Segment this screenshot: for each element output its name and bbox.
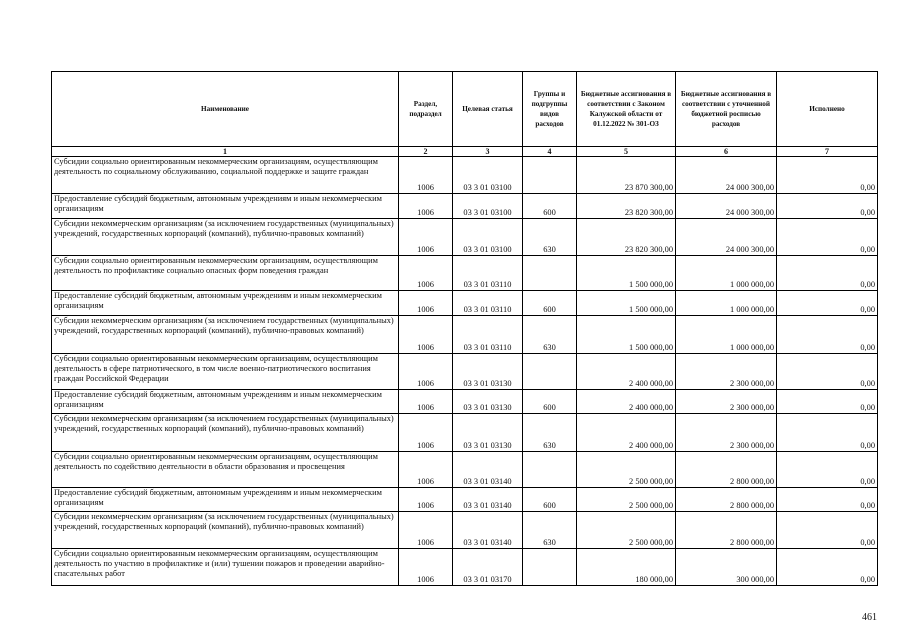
row-group: 600 xyxy=(523,291,577,316)
row-group: 630 xyxy=(523,512,577,549)
row-group: 630 xyxy=(523,219,577,256)
column-number: 6 xyxy=(676,147,777,157)
row-law-amount: 2 500 000,00 xyxy=(577,488,676,512)
row-section: 1006 xyxy=(399,256,453,291)
row-section: 1006 xyxy=(399,512,453,549)
row-refined-amount: 2 300 000,00 xyxy=(676,390,777,414)
table-row xyxy=(52,219,878,256)
row-group: 600 xyxy=(523,194,577,219)
row-refined-amount: 1 000 000,00 xyxy=(676,316,777,354)
row-refined-amount: 2 800 000,00 xyxy=(676,452,777,488)
row-target: 03 3 01 03140 xyxy=(453,512,523,549)
header-groups: Группы и подгруппы видов расходов xyxy=(523,72,577,147)
row-law-amount: 2 400 000,00 xyxy=(577,414,676,452)
column-number: 1 xyxy=(52,147,399,157)
row-law-amount: 180 000,00 xyxy=(577,549,676,586)
row-section: 1006 xyxy=(399,157,453,194)
header-name: Наименование xyxy=(52,72,399,147)
column-number: 4 xyxy=(523,147,577,157)
row-executed-amount: 0,00 xyxy=(777,256,878,291)
row-executed-amount: 0,00 xyxy=(777,390,878,414)
row-law-amount: 2 500 000,00 xyxy=(577,452,676,488)
row-law-amount: 1 500 000,00 xyxy=(577,256,676,291)
table-row xyxy=(52,256,878,291)
row-name: Субсидии социально ориентированным некоммерческим организациям, осуществляющим деятельность по профилактике социально опасных форм поведения граждан xyxy=(52,256,399,291)
row-executed-amount: 0,00 xyxy=(777,452,878,488)
header-refined: Бюджетные ассигнования в соответствии с уточненной бюджетной росписью расходов xyxy=(676,72,777,147)
row-name: Субсидии некоммерческим организациям (за исключением государственных (муниципальных) учреждений, государственных корпораций (компаний), публично-правовых компаний) xyxy=(52,512,399,549)
header-law: Бюджетные ассигнования в соответствии с Законом Калужской области от 01.12.2022 № 301-ОЗ xyxy=(577,72,676,147)
row-target: 03 3 01 03100 xyxy=(453,219,523,256)
row-refined-amount: 2 300 000,00 xyxy=(676,354,777,390)
row-target: 03 3 01 03130 xyxy=(453,414,523,452)
row-group: 630 xyxy=(523,414,577,452)
row-refined-amount: 2 800 000,00 xyxy=(676,512,777,549)
row-group: 600 xyxy=(523,488,577,512)
row-section: 1006 xyxy=(399,354,453,390)
row-law-amount: 23 820 300,00 xyxy=(577,194,676,219)
row-refined-amount: 24 000 300,00 xyxy=(676,219,777,256)
row-name: Субсидии социально ориентированным некоммерческим организациям, осуществляющим деятельность по участию в профилактике и (или) тушении пожаров и проведении аварийно-спасательных работ xyxy=(52,549,399,586)
row-law-amount: 2 400 000,00 xyxy=(577,354,676,390)
row-executed-amount: 0,00 xyxy=(777,291,878,316)
row-name: Предоставление субсидий бюджетным, автономным учреждениям и иным некоммерческим организациям xyxy=(52,291,399,316)
table-row xyxy=(52,390,878,414)
table-row xyxy=(52,316,878,354)
row-executed-amount: 0,00 xyxy=(777,194,878,219)
row-refined-amount: 2 800 000,00 xyxy=(676,488,777,512)
row-law-amount: 1 500 000,00 xyxy=(577,316,676,354)
row-name: Субсидии социально ориентированным некоммерческим организациям, осуществляющим деятельность в сфере патриотического, в том числе военно-патриотического воспитания граждан Российской Федерации xyxy=(52,354,399,390)
budget-table xyxy=(51,71,878,586)
row-section: 1006 xyxy=(399,194,453,219)
row-target: 03 3 01 03110 xyxy=(453,316,523,354)
table-row xyxy=(52,549,878,586)
row-section: 1006 xyxy=(399,488,453,512)
row-target: 03 3 01 03100 xyxy=(453,194,523,219)
row-section: 1006 xyxy=(399,219,453,256)
row-executed-amount: 0,00 xyxy=(777,549,878,586)
column-number: 7 xyxy=(777,147,878,157)
row-name: Предоставление субсидий бюджетным, автономным учреждениям и иным некоммерческим организациям xyxy=(52,194,399,219)
table-row xyxy=(52,452,878,488)
table-row xyxy=(52,414,878,452)
row-law-amount: 2 400 000,00 xyxy=(577,390,676,414)
row-target: 03 3 01 03110 xyxy=(453,256,523,291)
row-group xyxy=(523,256,577,291)
table-row xyxy=(52,354,878,390)
row-refined-amount: 24 000 300,00 xyxy=(676,194,777,219)
column-number-row xyxy=(52,147,878,157)
table-row xyxy=(52,194,878,219)
row-name: Субсидии некоммерческим организациям (за исключением государственных (муниципальных) учреждений, государственных корпораций (компаний), публично-правовых компаний) xyxy=(52,414,399,452)
row-refined-amount: 2 300 000,00 xyxy=(676,414,777,452)
row-group xyxy=(523,452,577,488)
row-law-amount: 23 820 300,00 xyxy=(577,219,676,256)
row-group xyxy=(523,157,577,194)
row-section: 1006 xyxy=(399,291,453,316)
table-row xyxy=(52,157,878,194)
header-row xyxy=(52,72,878,147)
row-law-amount: 23 870 300,00 xyxy=(577,157,676,194)
table-row xyxy=(52,512,878,549)
row-section: 1006 xyxy=(399,390,453,414)
row-refined-amount: 24 000 300,00 xyxy=(676,157,777,194)
row-executed-amount: 0,00 xyxy=(777,414,878,452)
row-target: 03 3 01 03130 xyxy=(453,390,523,414)
column-number: 3 xyxy=(453,147,523,157)
row-executed-amount: 0,00 xyxy=(777,488,878,512)
row-name: Субсидии социально ориентированным некоммерческим организациям, осуществляющим деятельность по содействию деятельности в области образования и просвещения xyxy=(52,452,399,488)
row-target: 03 3 01 03140 xyxy=(453,452,523,488)
row-refined-amount: 300 000,00 xyxy=(676,549,777,586)
row-group xyxy=(523,549,577,586)
row-name: Предоставление субсидий бюджетным, автономным учреждениям и иным некоммерческим организациям xyxy=(52,390,399,414)
row-executed-amount: 0,00 xyxy=(777,316,878,354)
row-target: 03 3 01 03140 xyxy=(453,488,523,512)
row-section: 1006 xyxy=(399,414,453,452)
row-group: 600 xyxy=(523,390,577,414)
page-number: 461 xyxy=(862,612,877,623)
row-section: 1006 xyxy=(399,316,453,354)
header-section: Раздел, подраздел xyxy=(399,72,453,147)
column-number: 5 xyxy=(577,147,676,157)
row-section: 1006 xyxy=(399,452,453,488)
row-refined-amount: 1 000 000,00 xyxy=(676,291,777,316)
row-name: Предоставление субсидий бюджетным, автономным учреждениям и иным некоммерческим организациям xyxy=(52,488,399,512)
header-target: Целевая статья xyxy=(453,72,523,147)
row-group: 630 xyxy=(523,316,577,354)
row-refined-amount: 1 000 000,00 xyxy=(676,256,777,291)
row-name: Субсидии социально ориентированным некоммерческим организациям, осуществляющим деятельность по социальному обслуживанию, социальной поддержке и защите граждан xyxy=(52,157,399,194)
row-section: 1006 xyxy=(399,549,453,586)
row-group xyxy=(523,354,577,390)
column-number: 2 xyxy=(399,147,453,157)
table-row xyxy=(52,488,878,512)
header-executed: Исполнено xyxy=(777,72,878,147)
row-law-amount: 2 500 000,00 xyxy=(577,512,676,549)
row-executed-amount: 0,00 xyxy=(777,157,878,194)
row-name: Субсидии некоммерческим организациям (за исключением государственных (муниципальных) учреждений, государственных корпораций (компаний), публично-правовых компаний) xyxy=(52,316,399,354)
row-executed-amount: 0,00 xyxy=(777,354,878,390)
row-executed-amount: 0,00 xyxy=(777,219,878,256)
row-target: 03 3 01 03100 xyxy=(453,157,523,194)
row-executed-amount: 0,00 xyxy=(777,512,878,549)
table-row xyxy=(52,291,878,316)
row-target: 03 3 01 03110 xyxy=(453,291,523,316)
row-law-amount: 1 500 000,00 xyxy=(577,291,676,316)
row-target: 03 3 01 03130 xyxy=(453,354,523,390)
row-name: Субсидии некоммерческим организациям (за исключением государственных (муниципальных) учреждений, государственных корпораций (компаний), публично-правовых компаний) xyxy=(52,219,399,256)
row-target: 03 3 01 03170 xyxy=(453,549,523,586)
